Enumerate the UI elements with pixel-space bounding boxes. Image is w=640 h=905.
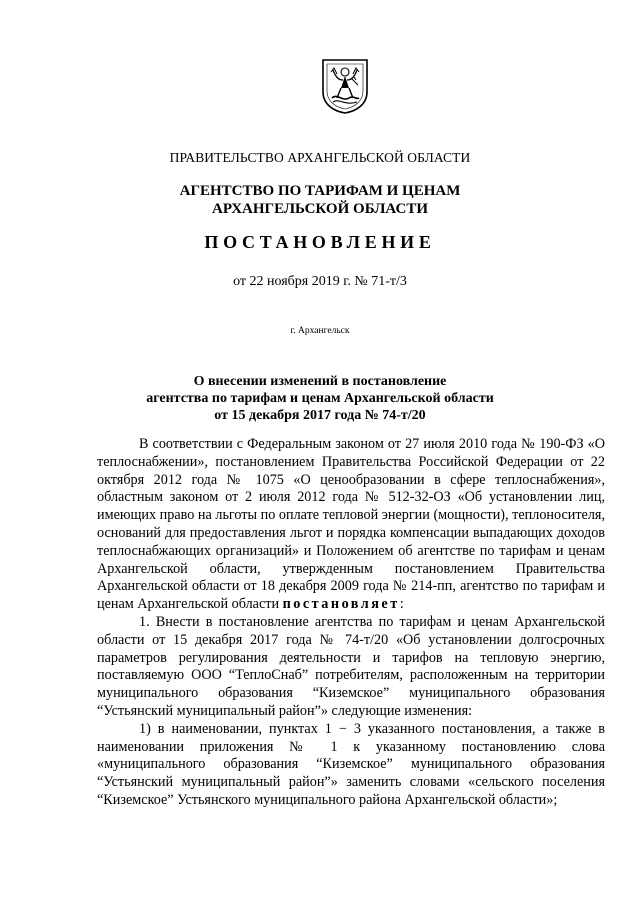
subject-line1: О внесении изменений в постановление bbox=[193, 374, 447, 389]
preamble-colon: : bbox=[399, 596, 404, 613]
agency-name-line2: АРХАНГЕЛЬСКОЙ ОБЛАСТИ bbox=[212, 201, 428, 217]
document-date-number: от 22 ноября 2019 г. № 71-т/3 bbox=[233, 274, 407, 289]
document-type-title: ПОСТАНОВЛЕНИЕ bbox=[204, 232, 436, 252]
agency-name bbox=[0, 182, 640, 218]
subject-line3: от 15 декабря 2017 года № 74-т/20 bbox=[214, 408, 426, 423]
agency-name-line1: АГЕНТСТВО ПО ТАРИФАМ И ЦЕНАМ bbox=[179, 183, 461, 199]
subject-line2: агентства по тарифам и ценам Архангельской области bbox=[146, 391, 494, 406]
document-city: г. Архангельск bbox=[290, 326, 350, 336]
body-paragraph-item-1: 1. Внести в постановление агентства по тарифам и ценам Архангельской области от 15 декабря 2017 года № 74-т/20 «Об установлении долгосрочных параметров регулирования деятельности и тарифов на тепловую энергию, поставляемую ООО “ТеплоСнаб” потребителям, расположенным на территории муниципального образования “Киземское” муниципального образования “Устьянский муниципальный район”» следующие изменения: bbox=[97, 613, 605, 719]
body-paragraph-preamble bbox=[97, 436, 605, 614]
decree-verb: постановляет bbox=[282, 596, 400, 613]
coat-of-arms-emblem-icon bbox=[321, 58, 369, 114]
preamble-text: В соответствии с Федеральным законом от 27 июля 2010 года № 190-ФЗ «О теплоснабжении», постановлением Правительства Российской Федерации от 22 октября 2012 года № 1075 «О ценообразовании в сфере теплоснабжения», областным законом от 2 июля 2012 года № 512-32-ОЗ «Об установлении лиц, имеющих право на льготы по оплате тепловой энергии (мощности), теплоносителя, оснований для предоставления льгот и порядка компенсации выпадающих доходов теплоснабжающих организаций» и Положением об агентстве по тарифам и ценам Архангельской области, утвержденным постановлением Правительства Архангельской области от 18 декабря 2009 года № 214-пп, агентство по тарифам и ценам Архангельской области bbox=[97, 436, 605, 613]
government-name: ПРАВИТЕЛЬСТВО АРХАНГЕЛЬСКОЙ ОБЛАСТИ bbox=[169, 150, 471, 165]
document-subject bbox=[0, 373, 640, 424]
body-paragraph-subitem-1: 1) в наименовании, пунктах 1 − 3 указанного постановления, а также в наименовании приложения № 1 к указанному постановлению слова «муниципального образования “Киземское” муниципального образования “Устьянский муниципальный район”» заменить словами «сельского поселения “Киземское” Устьянского муниципального района Архангельской области»; bbox=[97, 720, 605, 808]
document-body bbox=[97, 436, 605, 810]
